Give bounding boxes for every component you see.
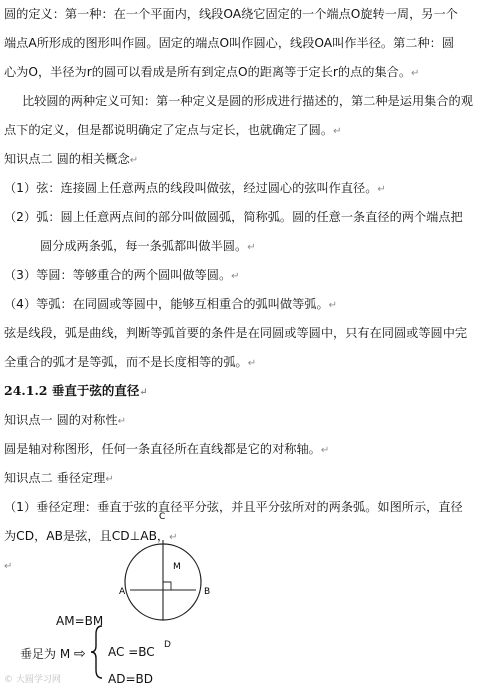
paragraph-mark: ↵: [169, 532, 178, 543]
result-ac-bc: AC =BC: [108, 645, 155, 659]
section-heading: 知识点二 垂径定理↵: [4, 471, 114, 485]
result-ad-bd: AD=BD: [108, 672, 153, 686]
text-line: 点下的定义，但是都说明确定了定点与定长，也就确定了圆。↵: [4, 123, 342, 137]
text-line: （2）弧：圆上任意两点间的部分叫做圆弧，简称弧。圆的任意一条直径的两个端点把: [4, 210, 463, 224]
label-b: B: [204, 587, 211, 597]
text-line: （4）等弧：在同圆或等圆中，能够互相重合的弧叫做等弧。↵: [4, 297, 338, 311]
result-am-bm: AM=BM: [56, 614, 104, 628]
text-line: 为CD，AB是弦，且CD⊥AB，↵: [4, 529, 178, 543]
text-line: 圆的定义：第一种：在一个平面内，线段OA绕它固定的一个端点O旋转一周，另一个: [4, 7, 458, 21]
watermark-logo: © 大圆学习网: [4, 675, 61, 685]
circle-diagram: [100, 506, 230, 626]
text-line: 圆是轴对称图形，任何一条直径所在直线都是它的对称轴。↵: [4, 442, 330, 456]
paragraph-mark: ↵: [333, 126, 342, 137]
section-heading: 知识点一 圆的对称性↵: [4, 413, 126, 427]
paragraph-mark: ↵: [247, 242, 256, 253]
text-line: 心为O，半径为r的圆可以看成是所有到定点O的距离等于定长r的点的集合。↵: [4, 65, 420, 79]
label-a: A: [119, 587, 126, 597]
text-line: 比较圆的两种定义可知：第一种定义是圆的形成进行描述的，第二种是运用集合的观: [22, 94, 473, 108]
paragraph-mark: ↵: [117, 416, 126, 427]
paragraph-mark: ↵: [105, 474, 114, 485]
arrow-icon: ⇨: [74, 646, 86, 662]
text-line: 全重合的弧才是等弧，而不是长度相等的弧。↵: [4, 355, 257, 369]
text-line: 端点A所形成的图形叫作圆。固定的端点O叫作圆心，线段OA叫作半径。第二种：圆: [4, 36, 455, 50]
label-c: C: [159, 512, 166, 522]
brace-icon: [90, 624, 104, 680]
right-angle-mark: [163, 582, 171, 590]
paragraph-mark: ↵: [129, 155, 139, 166]
paragraph-mark: ↵: [4, 561, 13, 572]
text-line: 圆分成两条弧，每一条弧都叫做半圆。↵: [40, 239, 256, 253]
text-line: 弦是线段，弧是曲线，判断等弧首要的条件是在同圆或等圆中，只有在同圆或等圆中完: [4, 326, 468, 340]
section-title: 24.1.2 垂直于弦的直径↵: [4, 383, 148, 398]
label-m: M: [173, 562, 181, 572]
paragraph-mark: ↵: [139, 387, 148, 398]
paragraph-mark: ↵: [377, 184, 386, 195]
paragraph-mark: ↵: [411, 68, 420, 79]
empty-line: [4, 557, 12, 575]
paragraph-mark: ↵: [231, 271, 240, 282]
label-d: D: [164, 640, 171, 650]
paragraph-mark: ↵: [328, 300, 338, 311]
text-line: （1）弦：连接圆上任意两点的线段叫做弦，经过圆心的弦叫作直径。↵: [4, 181, 386, 195]
paragraph-mark: ↵: [320, 445, 330, 456]
text-line: （1）垂径定理：垂直于弦的直径平分弦，并且平分弦所对的两条弧。如图所示，直径: [4, 500, 463, 514]
foot-label: 垂足为 M ⇨: [20, 646, 86, 662]
section-heading: 知识点二 圆的相关概念↵: [4, 152, 139, 166]
text-line: （3）等圆：等够重合的两个圆叫做等圆。↵: [4, 268, 240, 282]
paragraph-mark: ↵: [247, 358, 257, 369]
